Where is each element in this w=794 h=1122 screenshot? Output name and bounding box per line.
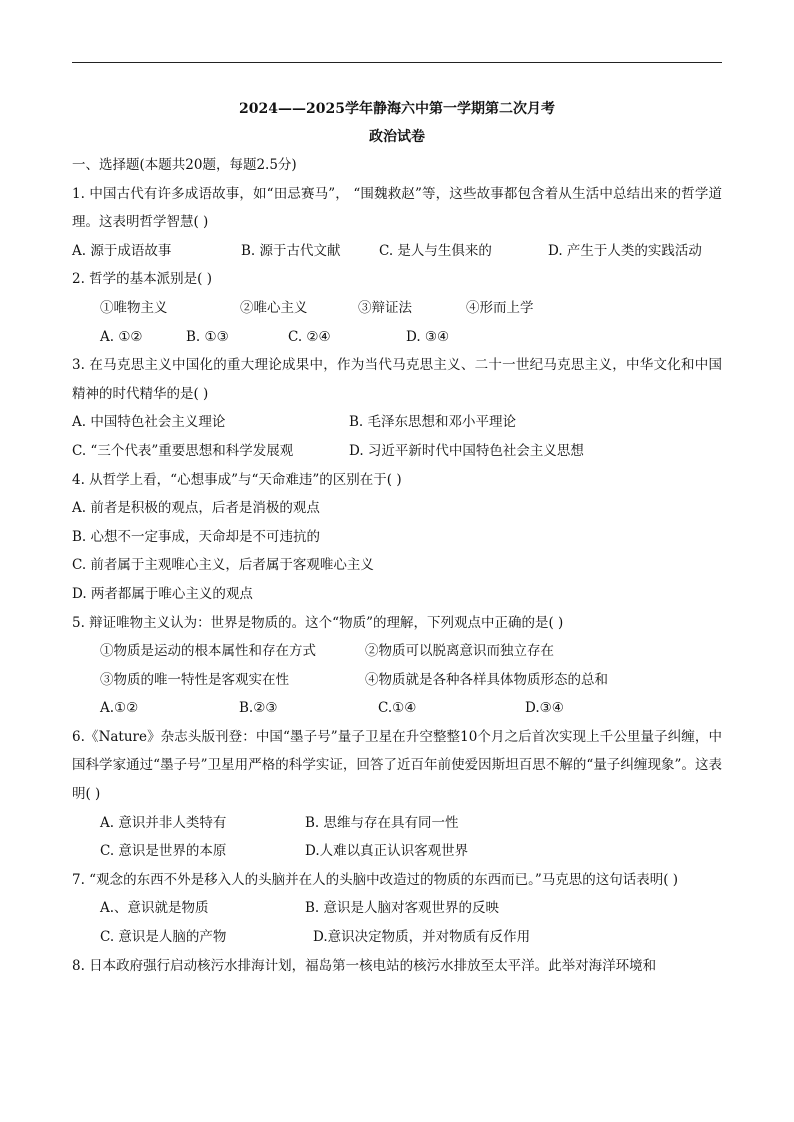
q2-item-4: ④形而上学 (466, 299, 534, 316)
q3-option-a: A. 中国特色社会主义理论 (72, 414, 226, 431)
question-2-stem: 2. 哲学的基本派别是( ) (72, 271, 212, 288)
q2-item-3: ③辩证法 (358, 299, 412, 316)
question-1-stem: 1. 中国古代有许多成语故事，如“田忌赛马”， “围魏救赵”等，这些故事都包含着从生活中总结出来的哲学道理。这表明哲学智慧( ) (72, 185, 722, 231)
question-3-options-row-2 (72, 437, 722, 466)
q1-option-c: C. 是人与生俱来的 (379, 242, 492, 259)
q5-item-2: ②物质可以脱离意识而独立存在 (365, 643, 554, 660)
question-7-options-row-2 (72, 923, 722, 952)
q6-option-c: C. 意识是世界的本原 (100, 843, 227, 860)
q2-option-d: D. ③④ (406, 328, 450, 345)
q4-option-a: A. 前者是积极的观点，后者是消极的观点 (72, 500, 320, 517)
q7-option-b: B. 意识是人脑对客观世界的反映 (305, 900, 500, 917)
q5-item-4: ④物质就是各种各样具体物质形态的总和 (365, 671, 608, 688)
q1-option-d: D. 产生于人类的实践活动 (548, 242, 702, 259)
q4-option-d: D. 两者都属于唯心主义的观点 (72, 585, 253, 602)
header-rule (72, 62, 722, 63)
q2-option-a: A. ①② (100, 328, 143, 345)
question-3-options-row-1 (72, 408, 722, 437)
question-8-stem: 8. 日本政府强行启动核污水排海计划，福岛第一核电站的核污水排放至太平洋。此举对海洋环境和 (72, 957, 657, 974)
q7-option-a: A.、意识就是物质 (100, 900, 209, 917)
question-6-stem: 6.《Nature》杂志头版刊登：中国“墨子号”量子卫星在升空整整10个月之后首次实现上千公里量子纠缠，中国科学家通过“墨子号”卫星用严格的科学实证，回答了近百年前使爱因斯坦百思不解的“量子纠缠现象”。这表明( ) (72, 728, 722, 803)
question-5-options (72, 694, 722, 723)
section-heading: 一、选择题(本题共20题，每题2.5分) (72, 157, 297, 173)
q3-option-d: D. 习近平新时代中国特色社会主义思想 (349, 442, 584, 459)
q5-item-1: ①物质是运动的根本属性和存在方式 (100, 643, 316, 660)
q6-option-d: D.人难以真正认识客观世界 (305, 843, 469, 860)
q2-option-c: C. ②④ (288, 328, 331, 345)
q2-item-2: ②唯心主义 (240, 299, 308, 316)
question-1-options (72, 237, 722, 266)
q2-item-1: ①唯物主义 (100, 299, 168, 316)
question-2-options (72, 323, 722, 352)
q3-option-b: B. 毛泽东思想和邓小平理论 (349, 414, 517, 431)
q7-option-c: C. 意识是人脑的产物 (100, 929, 227, 946)
exam-subtitle: 政治试卷 (369, 129, 425, 145)
question-3-stem: 3. 在马克思主义中国化的重大理论成果中，作为当代马克思主义、二十一世纪马克思主义，中华文化和中国精神的时代精华的是( ) (72, 357, 722, 402)
question-5-items-row-2 (72, 666, 722, 695)
question-4-stem: 4. 从哲学上看，“心想事成”与“天命难违”的区别在于( ) (72, 471, 402, 488)
q5-option-a: A.①② (100, 700, 139, 717)
q1-option-b: B. 源于古代文献 (241, 242, 341, 259)
q6-option-a: A. 意识并非人类特有 (100, 814, 227, 831)
question-2-items (72, 294, 722, 323)
question-7-stem: 7. “观念的东西不外是移入人的头脑并在人的头脑中改造过的物质的东西而已。”马克思的这句话表明( ) (72, 871, 679, 888)
q7-option-d: D.意识决定物质，并对物质有反作用 (313, 929, 531, 946)
exam-title: 2024——2025学年静海六中第一学期第二次月考 (239, 101, 555, 117)
exam-page (72, 95, 722, 980)
q1-option-a: A. 源于成语故事 (72, 242, 172, 259)
q2-option-b: B. ①③ (186, 328, 229, 345)
q4-option-c: C. 前者属于主观唯心主义，后者属于客观唯心主义 (72, 557, 374, 574)
question-5-items-row-1 (72, 637, 722, 666)
q6-option-b: B. 思维与存在具有同一性 (305, 814, 459, 831)
question-6-options-row-1 (72, 809, 722, 838)
question-7-options-row-1 (72, 894, 722, 923)
q3-option-c: C. “三个代表”重要思想和科学发展观 (72, 442, 294, 459)
q4-option-b: B. 心想不一定事成，天命却是不可违抗的 (72, 528, 321, 545)
q5-item-3: ③物质的唯一特性是客观实在性 (100, 671, 289, 688)
q5-option-d: D.③④ (525, 700, 564, 717)
question-6-options-row-2 (72, 837, 722, 866)
question-5-stem: 5. 辩证唯物主义认为：世界是物质的。这个“物质”的理解，下列观点中正确的是( ) (72, 614, 564, 631)
q5-option-c: C.①④ (378, 700, 417, 717)
q5-option-b: B.②③ (239, 700, 278, 717)
